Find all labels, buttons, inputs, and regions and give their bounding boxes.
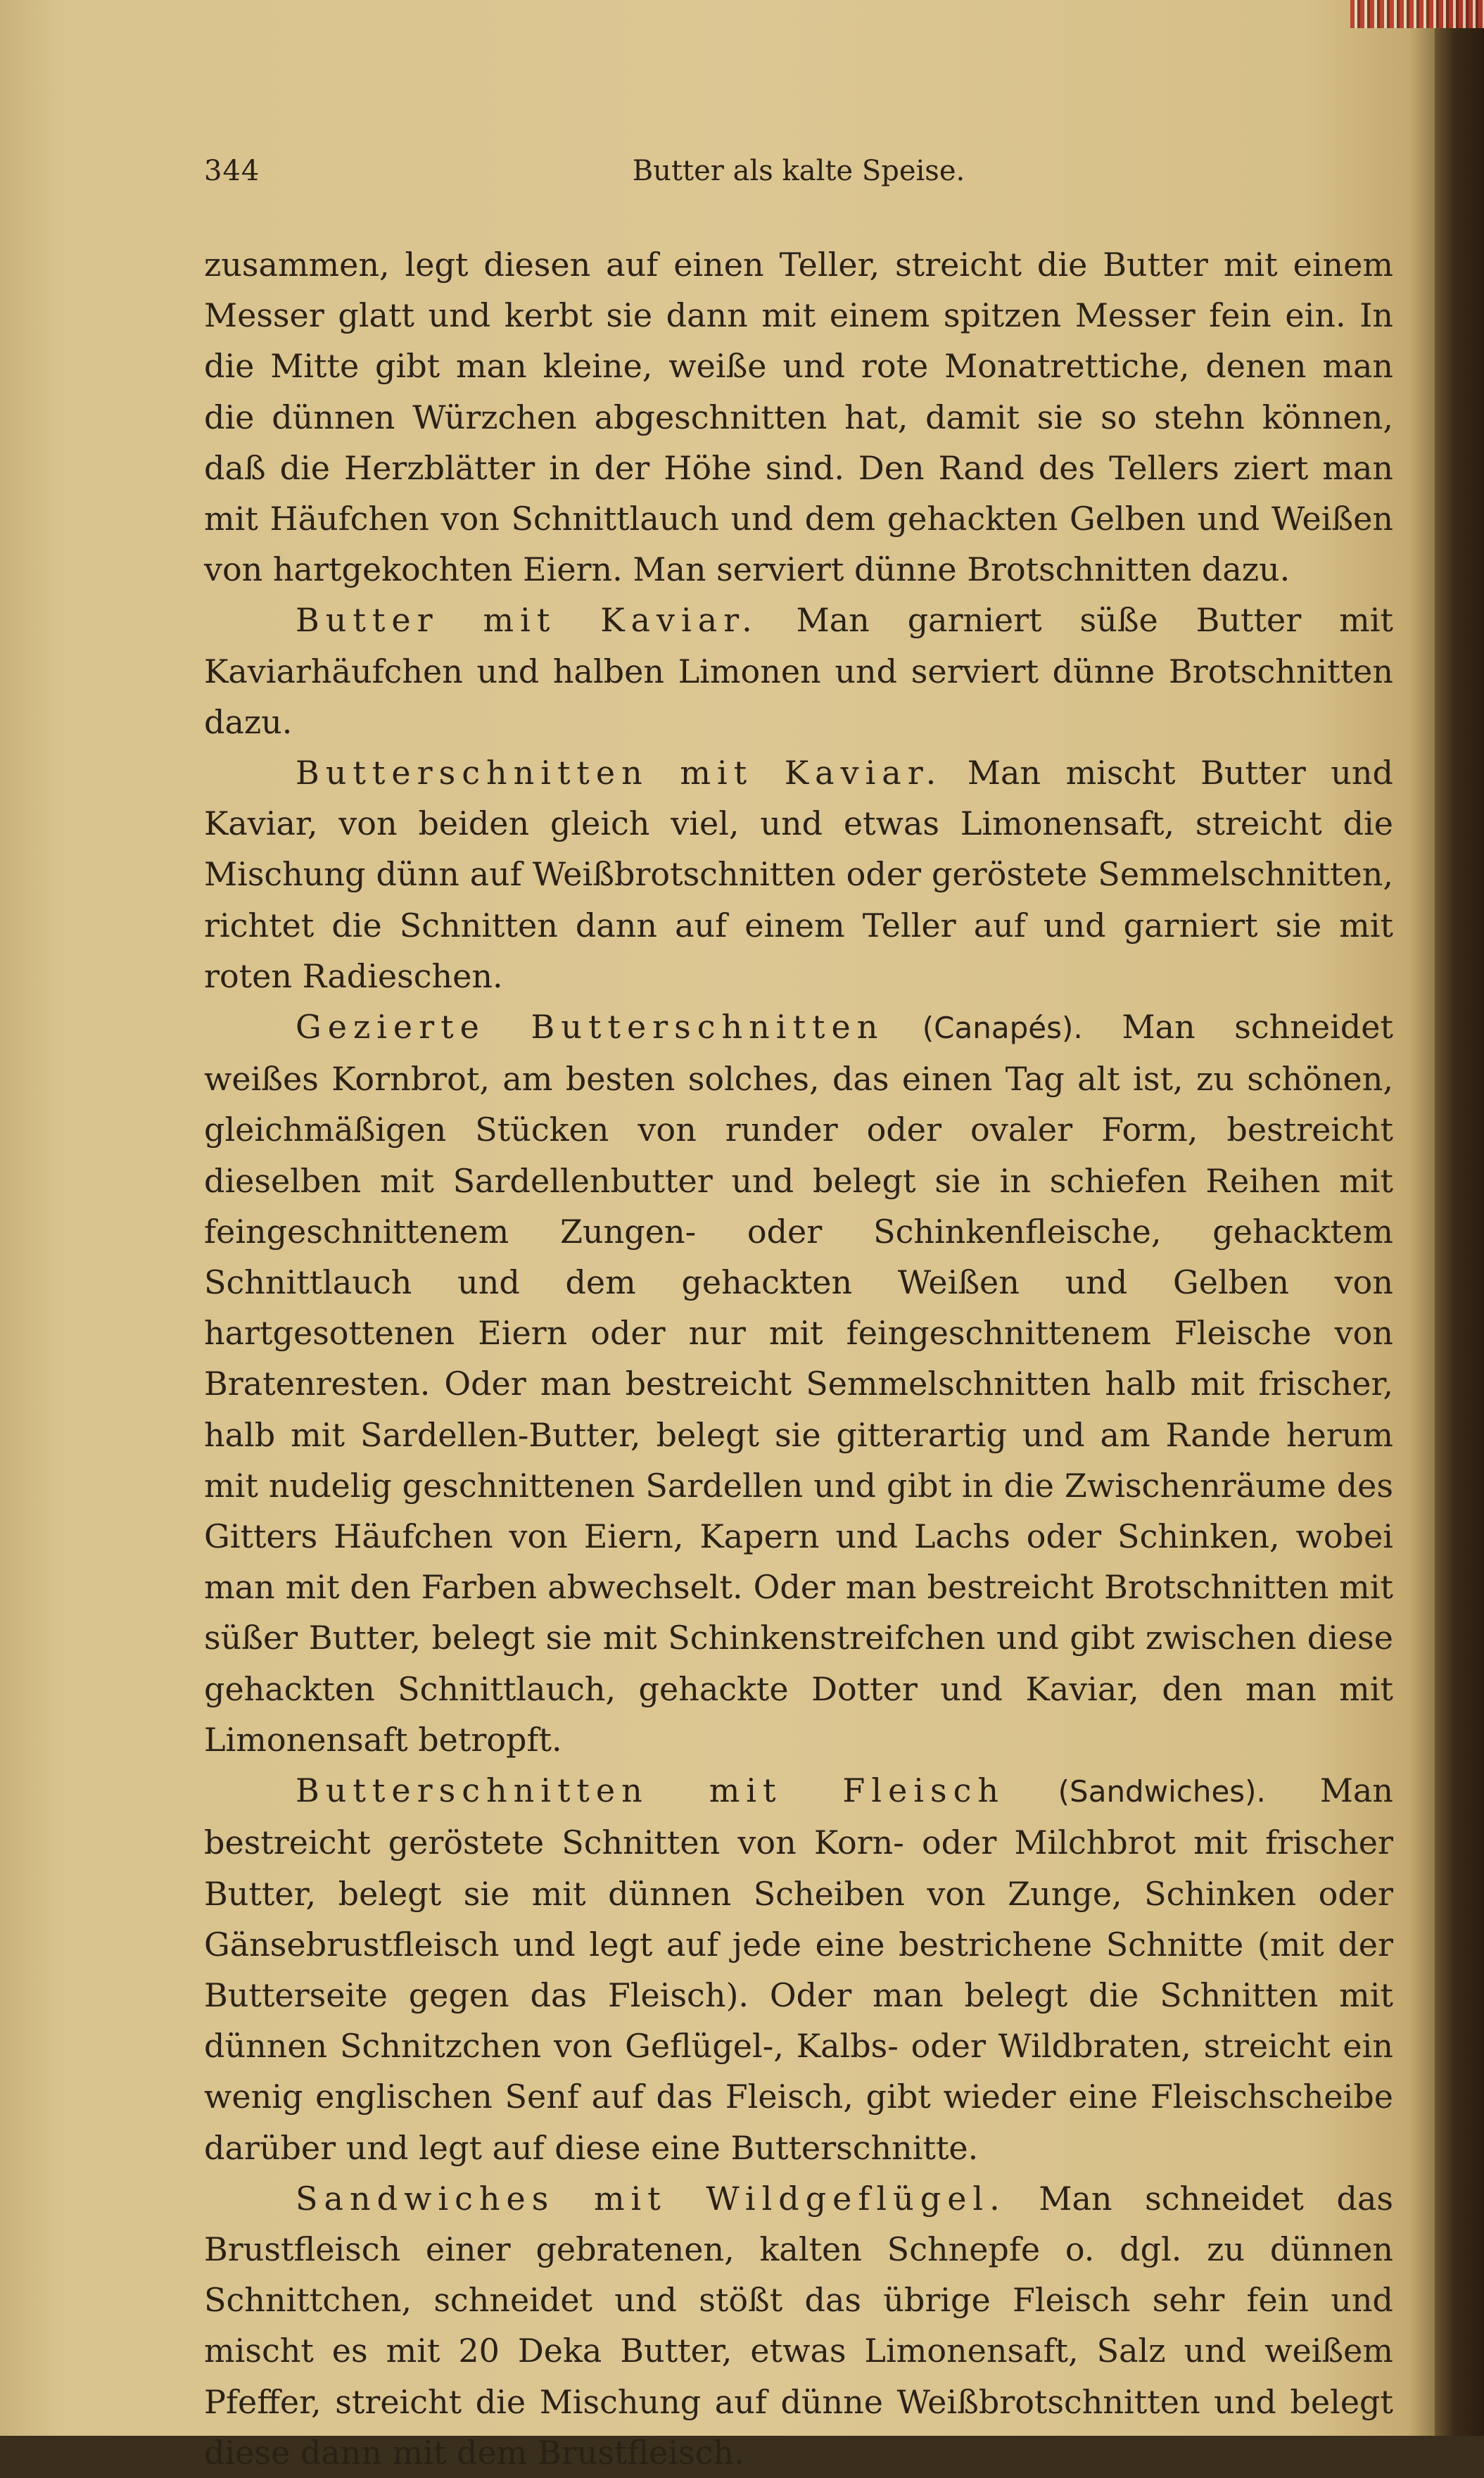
running-head: Butter als kalte Speise. bbox=[632, 155, 965, 187]
recipe-gezierte-butterschnitten bbox=[204, 1001, 1393, 1765]
paragraph-text: Man garniert süße Butter mit Kaviarhäufchen und halben Limonen und serviert dünne Brotschnitten dazu. bbox=[204, 601, 1393, 741]
recipe-heading: Butterschnitten mit Fleisch bbox=[296, 1771, 1005, 1810]
recipe-heading-latin: (Canapés). bbox=[884, 1011, 1083, 1046]
recipe-butter-mit-kaviar bbox=[204, 595, 1393, 747]
page-number: 344 bbox=[204, 155, 260, 187]
page-header bbox=[204, 148, 1393, 211]
paragraph-text: Man schneidet weißes Kornbrot, am besten solches, das einen Tag alt ist, zu schönen, gleichmäßigen Stücken von runder oder ovaler Form, bestreicht dieselben mit Sardellenbutter und belegt sie in schiefen Reihen mit feingeschnittenem Zungen- oder Schinkenfleische, gehacktem Schnittlauch und dem gehackten Weißen und Gelben von hartgesottenen Eiern oder nur mit feingeschnittenem Fleische von Bratenresten. Oder man bestreicht Semmelschnitten halb mit frischer, halb mit Sardellen-Butter, belegt sie gitterartig und am Rande herum mit nudelig geschnittenen Sardellen und gibt in die Zwischenräume des Gitters Häufchen von Eiern, Kapern und Lachs oder Schinken, wobei man mit den Farben abwechselt. Oder man bestreicht Brotschnitten mit süßer Butter, belegt sie mit Schinkenstreifchen und gibt zwischen diese gehackten Schnittlauch, gehackte Dotter und Kaviar, den man mit Limonensaft betropft. bbox=[204, 1008, 1393, 1759]
recipe-heading: Gezierte Butterschnitten bbox=[296, 1008, 884, 1047]
recipe-sandwiches-mit-wildgefluegel bbox=[204, 2173, 1393, 2478]
recipe-butterschnitten-mit-kaviar bbox=[204, 747, 1393, 1001]
paragraph-text: Man mischt Butter und Kaviar, von beiden gleich viel, und etwas Limonensaft, streicht die Mischung dünn auf Weißbrotschnitten oder geröstete Semmelschnitten, richtet die Schnitten dann auf einem Teller auf und garniert sie mit roten Radieschen. bbox=[204, 754, 1394, 995]
book-edge bbox=[1435, 0, 1484, 2436]
paragraph-text: Man schneidet das Brustfleisch einer gebratenen, kalten Schnepfe o. dgl. zu dünnen Schnittchen, schneidet und stößt das übrige Fleisch sehr fein und mischt es mit 20 Deka Butter, etwas Limonensaft, Salz und weißem Pfeffer, streicht die Mischung auf dünne Weißbrotschnitten und belegt diese dann mit dem Brustfleisch. bbox=[204, 2179, 1393, 2472]
color-calibration-strip bbox=[1350, 0, 1484, 28]
paragraph-text: Man bestreicht geröstete Schnitten von Korn- oder Milchbrot mit frischer Butter, belegt sie mit dünnen Scheiben von Zunge, Schinken oder Gänsebrustfleisch und legt auf jede eine bestrichene Schnitte (mit der Butterseite gegen das Fleisch). Oder man belegt die Schnitten mit dünnen Schnitzchen von Geflügel-, Kalbs- oder Wildbraten, streicht ein wenig englischen Senf auf das Fleisch, gibt wieder eine Fleischscheibe darüber und legt auf diese eine Butterschnitte. bbox=[204, 1771, 1393, 2167]
paragraph-text: zusammen, legt diesen auf einen Teller, streicht die Butter mit einem Messer glatt und kerbt sie dann mit einem spitzen Messer fein ein. In die Mitte gibt man kleine, weiße und rote Monatrettiche, denen man die dünnen Würzchen abgeschnitten hat, damit sie so stehn können, daß die Herzblätter in der Höhe sind. Den Rand des Tellers ziert man mit Häufchen von Schnittlauch und dem gehackten Gelben und Weißen von hartgekochten Eiern. Man serviert dünne Brotschnitten dazu. bbox=[204, 246, 1393, 589]
recipe-butterschnitten-mit-fleisch bbox=[204, 1765, 1393, 2173]
recipe-heading: Sandwiches mit Wildgeflügel. bbox=[296, 2179, 1006, 2218]
recipe-heading-latin: (Sandwiches). bbox=[1005, 1774, 1266, 1809]
book-page bbox=[204, 148, 1393, 2478]
recipe-heading: Butter mit Kaviar. bbox=[296, 601, 759, 640]
paragraph-continued bbox=[204, 239, 1393, 595]
body-text bbox=[204, 239, 1393, 2478]
recipe-heading: Butterschnitten mit Kaviar. bbox=[296, 754, 943, 792]
